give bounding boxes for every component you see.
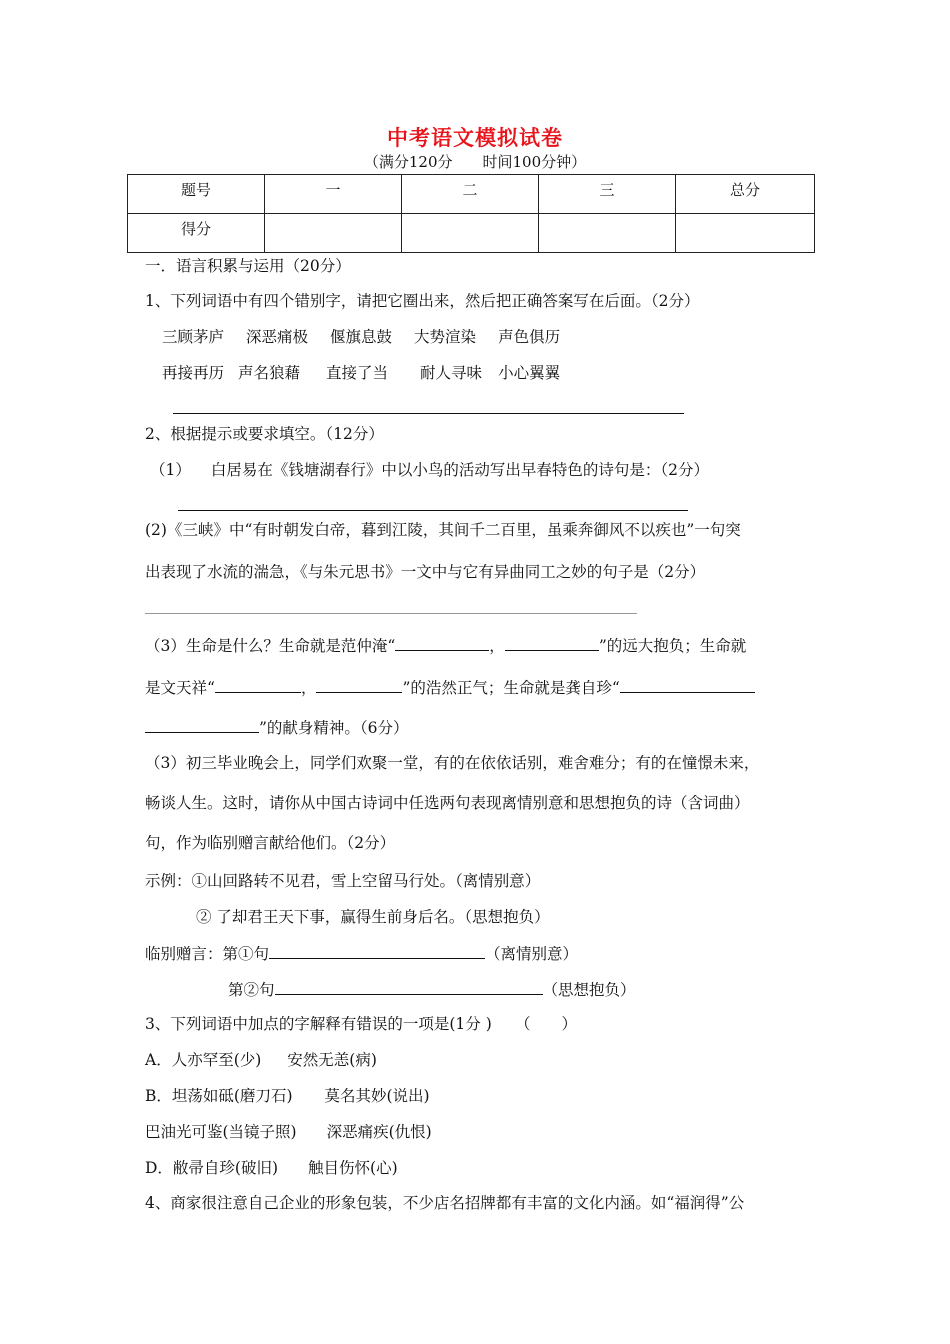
q1-word: 深恶痛极 — [246, 328, 309, 346]
q2-part1 — [150, 460, 709, 480]
q2-part1-text: 白居易在《钱塘湖春行》中以小鸟的活动写出早春特色的诗句是：（2分） — [210, 461, 709, 479]
blank-field[interactable] — [275, 978, 543, 995]
blank-field[interactable] — [269, 942, 485, 959]
score-table-header-cell: 三 — [539, 175, 676, 214]
q2-part1-answer-line[interactable] — [178, 510, 688, 511]
q3-option-d: D．敝帚自珍(破旧) 触目伤怀(心) — [145, 1159, 398, 1177]
score-table-header-cell: 总分 — [676, 175, 815, 214]
q1-word: 小心翼翼 — [498, 364, 561, 382]
q2-example1: 示例：①山回路转不见君，雪上空留马行处。（离情别意） — [145, 872, 541, 890]
score-cell[interactable] — [539, 214, 676, 253]
score-table-header-cell: 二 — [402, 175, 539, 214]
q1-prompt: 1、下列词语中有四个错别字，请把它圈出来，然后把正确答案写在后面。（2分） — [145, 292, 700, 310]
blank-field[interactable] — [395, 634, 489, 651]
q2-part3-line2: 是文天祥“ ， ”的浩然正气；生命就是龚自珍“ — [145, 676, 755, 698]
q2-part3-line1: （3）生命是什么？生命就是范仲淹“ ， ”的远大抱负；生命就 — [145, 634, 746, 656]
score-table-row-label: 得分 — [128, 214, 265, 253]
exam-subtitle: （满分120分 时间100分钟） — [363, 153, 587, 171]
score-table — [127, 174, 815, 253]
q2-part4-line2: 畅谈人生。这时，请你从中国古诗词中任选两句表现离情别意和思想抱负的诗（含词曲） — [145, 794, 750, 812]
q3-option-c: 巴油光可鉴(当镜子照) 深恶痛疾(仇恨) — [145, 1123, 432, 1141]
q1-words-row1 — [162, 327, 560, 347]
q1-word: 耐人寻味 — [420, 364, 483, 382]
blank-field[interactable] — [316, 676, 402, 693]
q2-part4-line1: （3）初三毕业晚会上，同学们欢聚一堂，有的在依依话别，难舍难分；有的在憧憬未来， — [145, 754, 760, 772]
q2-part1-number: （1） — [150, 461, 191, 479]
score-cell[interactable] — [402, 214, 539, 253]
score-table-score-row — [128, 214, 815, 253]
q2-part3-line3: ”的献身精神。（6分） — [145, 716, 409, 738]
q2-part2-answer-line[interactable] — [145, 613, 637, 614]
q1-words-row2 — [162, 363, 560, 383]
exam-title: 中考语文模拟试卷 — [387, 126, 563, 150]
q1-answer-line[interactable] — [173, 413, 684, 414]
q3-prompt: 3、下列词语中加点的字解释有错误的一项是(1分 ) （ ） — [145, 1015, 577, 1033]
q1-word: 大势渲染 — [414, 328, 477, 346]
q2-part4-line3: 句，作为临别赠言献给他们。（2分） — [145, 834, 396, 852]
score-table-header-cell: 一 — [265, 175, 402, 214]
blank-field[interactable] — [145, 716, 259, 733]
score-cell[interactable] — [676, 214, 815, 253]
q2-part2-line2: 出表现了水流的湍急，《与朱元思书》一文中与它有异曲同工之妙的句子是（2分） — [145, 563, 706, 581]
q1-word: 声色俱历 — [498, 328, 561, 346]
q2-farewell2: 第②句 （思想抱负） — [228, 978, 636, 1000]
q2-prompt: 2、根据提示或要求填空。（12分） — [145, 425, 384, 443]
q2-farewell1: 临别赠言：第①句 （离情别意） — [145, 942, 578, 964]
q3-option-a: A．人亦罕至(少) 安然无恙(病) — [145, 1051, 377, 1069]
q2-example2: ② 了却君王天下事，赢得生前身后名。（思想抱负） — [196, 908, 550, 926]
blank-field[interactable] — [215, 676, 301, 693]
q1-word: 直接了当 — [326, 364, 389, 382]
q2-part2-line1: (2)《三峡》中“有时朝发白帝，暮到江陵，其间千二百里，虽乘奔御风不以疾也”一句突 — [145, 521, 741, 539]
q3-option-b: B．坦荡如砥(磨刀石) 莫名其妙(说出) — [145, 1087, 430, 1105]
q1-word: 偃旗息鼓 — [330, 328, 393, 346]
score-table-header-row — [128, 175, 815, 214]
q1-word: 声名狼藉 — [238, 364, 301, 382]
blank-field[interactable] — [620, 676, 755, 693]
score-table-header-cell: 题号 — [128, 175, 265, 214]
section-heading: 一．语言积累与运用（20分） — [145, 257, 351, 275]
q1-word: 再接再历 — [162, 364, 225, 382]
q4-prompt: 4、商家很注意自己企业的形象包装，不少店名招牌都有丰富的文化内涵。如“福润得”公 — [145, 1194, 745, 1212]
q1-word: 三顾茅庐 — [162, 328, 225, 346]
blank-field[interactable] — [505, 634, 599, 651]
score-cell[interactable] — [265, 214, 402, 253]
